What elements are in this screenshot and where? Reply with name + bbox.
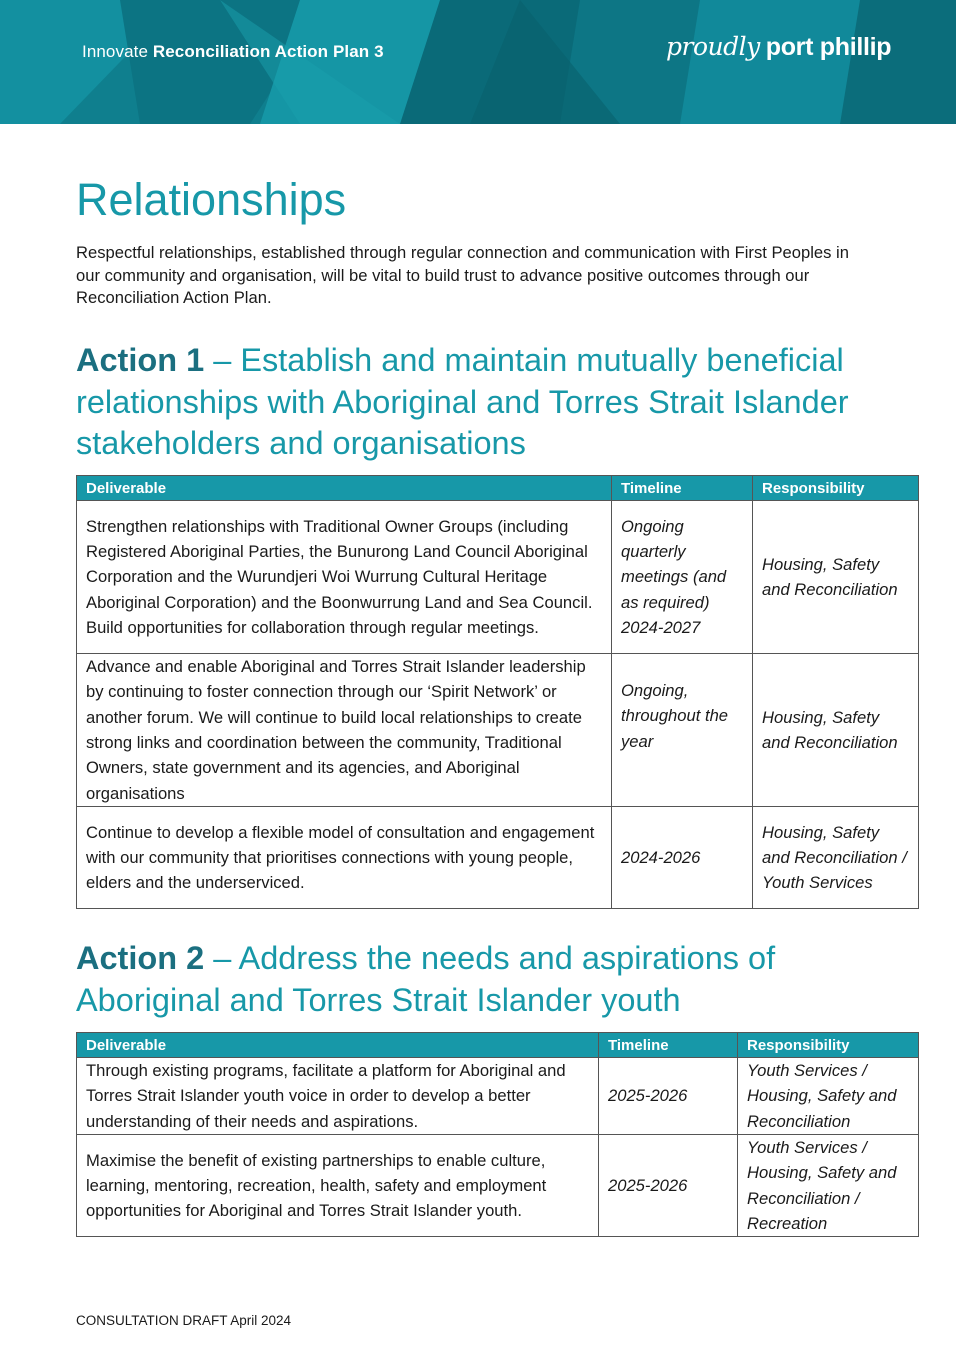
deliverable-cell: Advance and enable Aboriginal and Torres Strait Islander leadership by continuing to foster connection through our ‘Spirit Network’ or another forum. We will continue to build local relationships to create strong links and coordination between the community, Traditional Owners, state government and its agencies, and Aboriginal organisations — [77, 654, 612, 807]
column-header-timeline: Timeline — [599, 1033, 738, 1058]
action-1-heading — [76, 340, 906, 465]
document-title — [82, 42, 384, 62]
banner-pattern — [0, 0, 956, 124]
action-2-table — [76, 1032, 919, 1237]
logo-wordmark: port phillip — [765, 33, 892, 61]
table-row — [77, 654, 919, 807]
deliverable-cell: Maximise the benefit of existing partnerships to enable culture, learning, mentoring, recreation, health, safety and employment opportunities for Aboriginal and Torres Strait Islander youth. — [77, 1135, 599, 1237]
table-header-row — [77, 1033, 919, 1058]
column-header-responsibility: Responsibility — [738, 1033, 919, 1058]
column-header-responsibility: Responsibility — [753, 476, 919, 501]
action-1-label: Action 1 — [76, 342, 205, 378]
column-header-deliverable: Deliverable — [77, 1033, 599, 1058]
timeline-cell: 2024-2026 — [612, 807, 753, 909]
responsibility-cell: Youth Services / Housing, Safety and Reconciliation / Recreation — [738, 1135, 919, 1237]
timeline-cell: Ongoing quarterly meetings (and as required) 2024-2027 — [612, 501, 753, 654]
document-title-prefix: Innovate — [82, 42, 149, 61]
proudly-port-phillip-logo — [666, 32, 891, 62]
column-header-deliverable: Deliverable — [77, 476, 612, 501]
deliverable-cell: Through existing programs, facilitate a platform for Aboriginal and Torres Strait Islander youth voice in order to develop a better understanding of their needs and aspirations. — [77, 1058, 599, 1135]
page-title: Relationships — [76, 174, 347, 225]
deliverable-cell: Strengthen relationships with Traditional Owner Groups (including Registered Aboriginal Parties, the Bunurong Land Council Aboriginal Corporation and the Wurundjeri Woi Wurrung Cultural Heritage Aboriginal Corporation) and the Boonwurrung Land and Sea Council. Build opportunities for collaboration through regular meetings. — [77, 501, 612, 654]
action-2-title: – Address the needs and aspirations of Aboriginal and Torres Strait Islander youth — [76, 940, 776, 1018]
action-2-label: Action 2 — [76, 940, 205, 976]
table-row — [77, 501, 919, 654]
footer-draft-note: CONSULTATION DRAFT April 2024 — [76, 1313, 292, 1328]
column-header-timeline: Timeline — [612, 476, 753, 501]
responsibility-cell: Housing, Safety and Reconciliation — [753, 501, 919, 654]
deliverable-cell: Continue to develop a flexible model of consultation and engagement with our community that prioritises connections with young people, elders and the underserviced. — [77, 807, 612, 909]
timeline-cell: 2025-2026 — [599, 1058, 738, 1135]
action-2-heading — [76, 938, 906, 1021]
header-banner — [0, 0, 956, 124]
logo-script-text: proudly — [666, 32, 760, 61]
timeline-cell: Ongoing, throughout the year — [612, 654, 753, 807]
intro-paragraph: Respectful relationships, established through regular connection and communication with First Peoples in our community and organisation, will be vital to build trust to advance positive outcomes through our Reconciliation Action Plan. — [76, 243, 849, 307]
responsibility-cell: Youth Services / Housing, Safety and Reconciliation — [738, 1058, 919, 1135]
responsibility-cell: Housing, Safety and Reconciliation / Youth Services — [753, 807, 919, 909]
timeline-cell: 2025-2026 — [599, 1135, 738, 1237]
responsibility-cell: Housing, Safety and Reconciliation — [753, 654, 919, 807]
table-header-row — [77, 476, 919, 501]
action-1-table — [76, 475, 919, 909]
table-row — [77, 807, 919, 909]
action-1-title: – Establish and maintain mutually beneficial relationships with Aboriginal and Torres Strait Islander stakeholders and organisations — [76, 342, 849, 461]
document-title-bold: Reconciliation Action Plan 3 — [152, 42, 384, 61]
table-row — [77, 1058, 919, 1135]
table-row — [77, 1135, 919, 1237]
